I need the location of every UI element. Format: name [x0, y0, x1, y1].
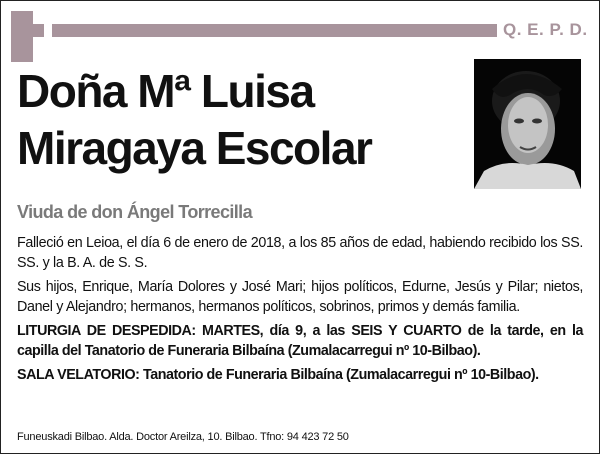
liturgy-paragraph: LITURGIA DE DESPEDIDA: MARTES, día 9, a las SEIS Y CUARTO de la tarde, en la capilla del Tanatorio de Funeraria Bilbaína (Zumalacarregui nº 10-Bilbao). — [17, 323, 583, 359]
qepd-label: Q. E. P. D. — [503, 20, 588, 39]
subtitle: Viuda de don Ángel Torrecilla — [17, 202, 252, 222]
notice-body — [17, 234, 583, 391]
funeral-home-footer: Funeuskadi Bilbao. Alda. Doctor Areilza, 10. Bilbao. Tfno: 94 423 72 50 — [17, 431, 349, 443]
name-line-2: Miragaya Escolar — [17, 122, 372, 174]
deceased-name — [17, 63, 371, 177]
portrait-photo — [474, 59, 581, 189]
name-line-1: Doña Mª Luisa — [17, 65, 314, 117]
header-rule — [52, 24, 497, 37]
wake-room-paragraph: SALA VELATORIO: Tanatorio de Funeraria Bilbaína (Zumalacarregui nº 10-Bilbao). — [17, 367, 539, 383]
family-paragraph: Sus hijos, Enrique, María Dolores y José Mari; hijos políticos, Edurne, Jesús y Pilar; nietos, Danel y Alejandro; hermanos, hermanos políticos, sobrinos, primos y demás familia. — [17, 279, 583, 315]
death-paragraph: Falleció en Leioa, el día 6 de enero de 2018, a los 85 años de edad, habiendo recibido los SS. SS. y la B. A. de S. S. — [17, 235, 583, 271]
cross-icon-arm — [11, 24, 44, 37]
